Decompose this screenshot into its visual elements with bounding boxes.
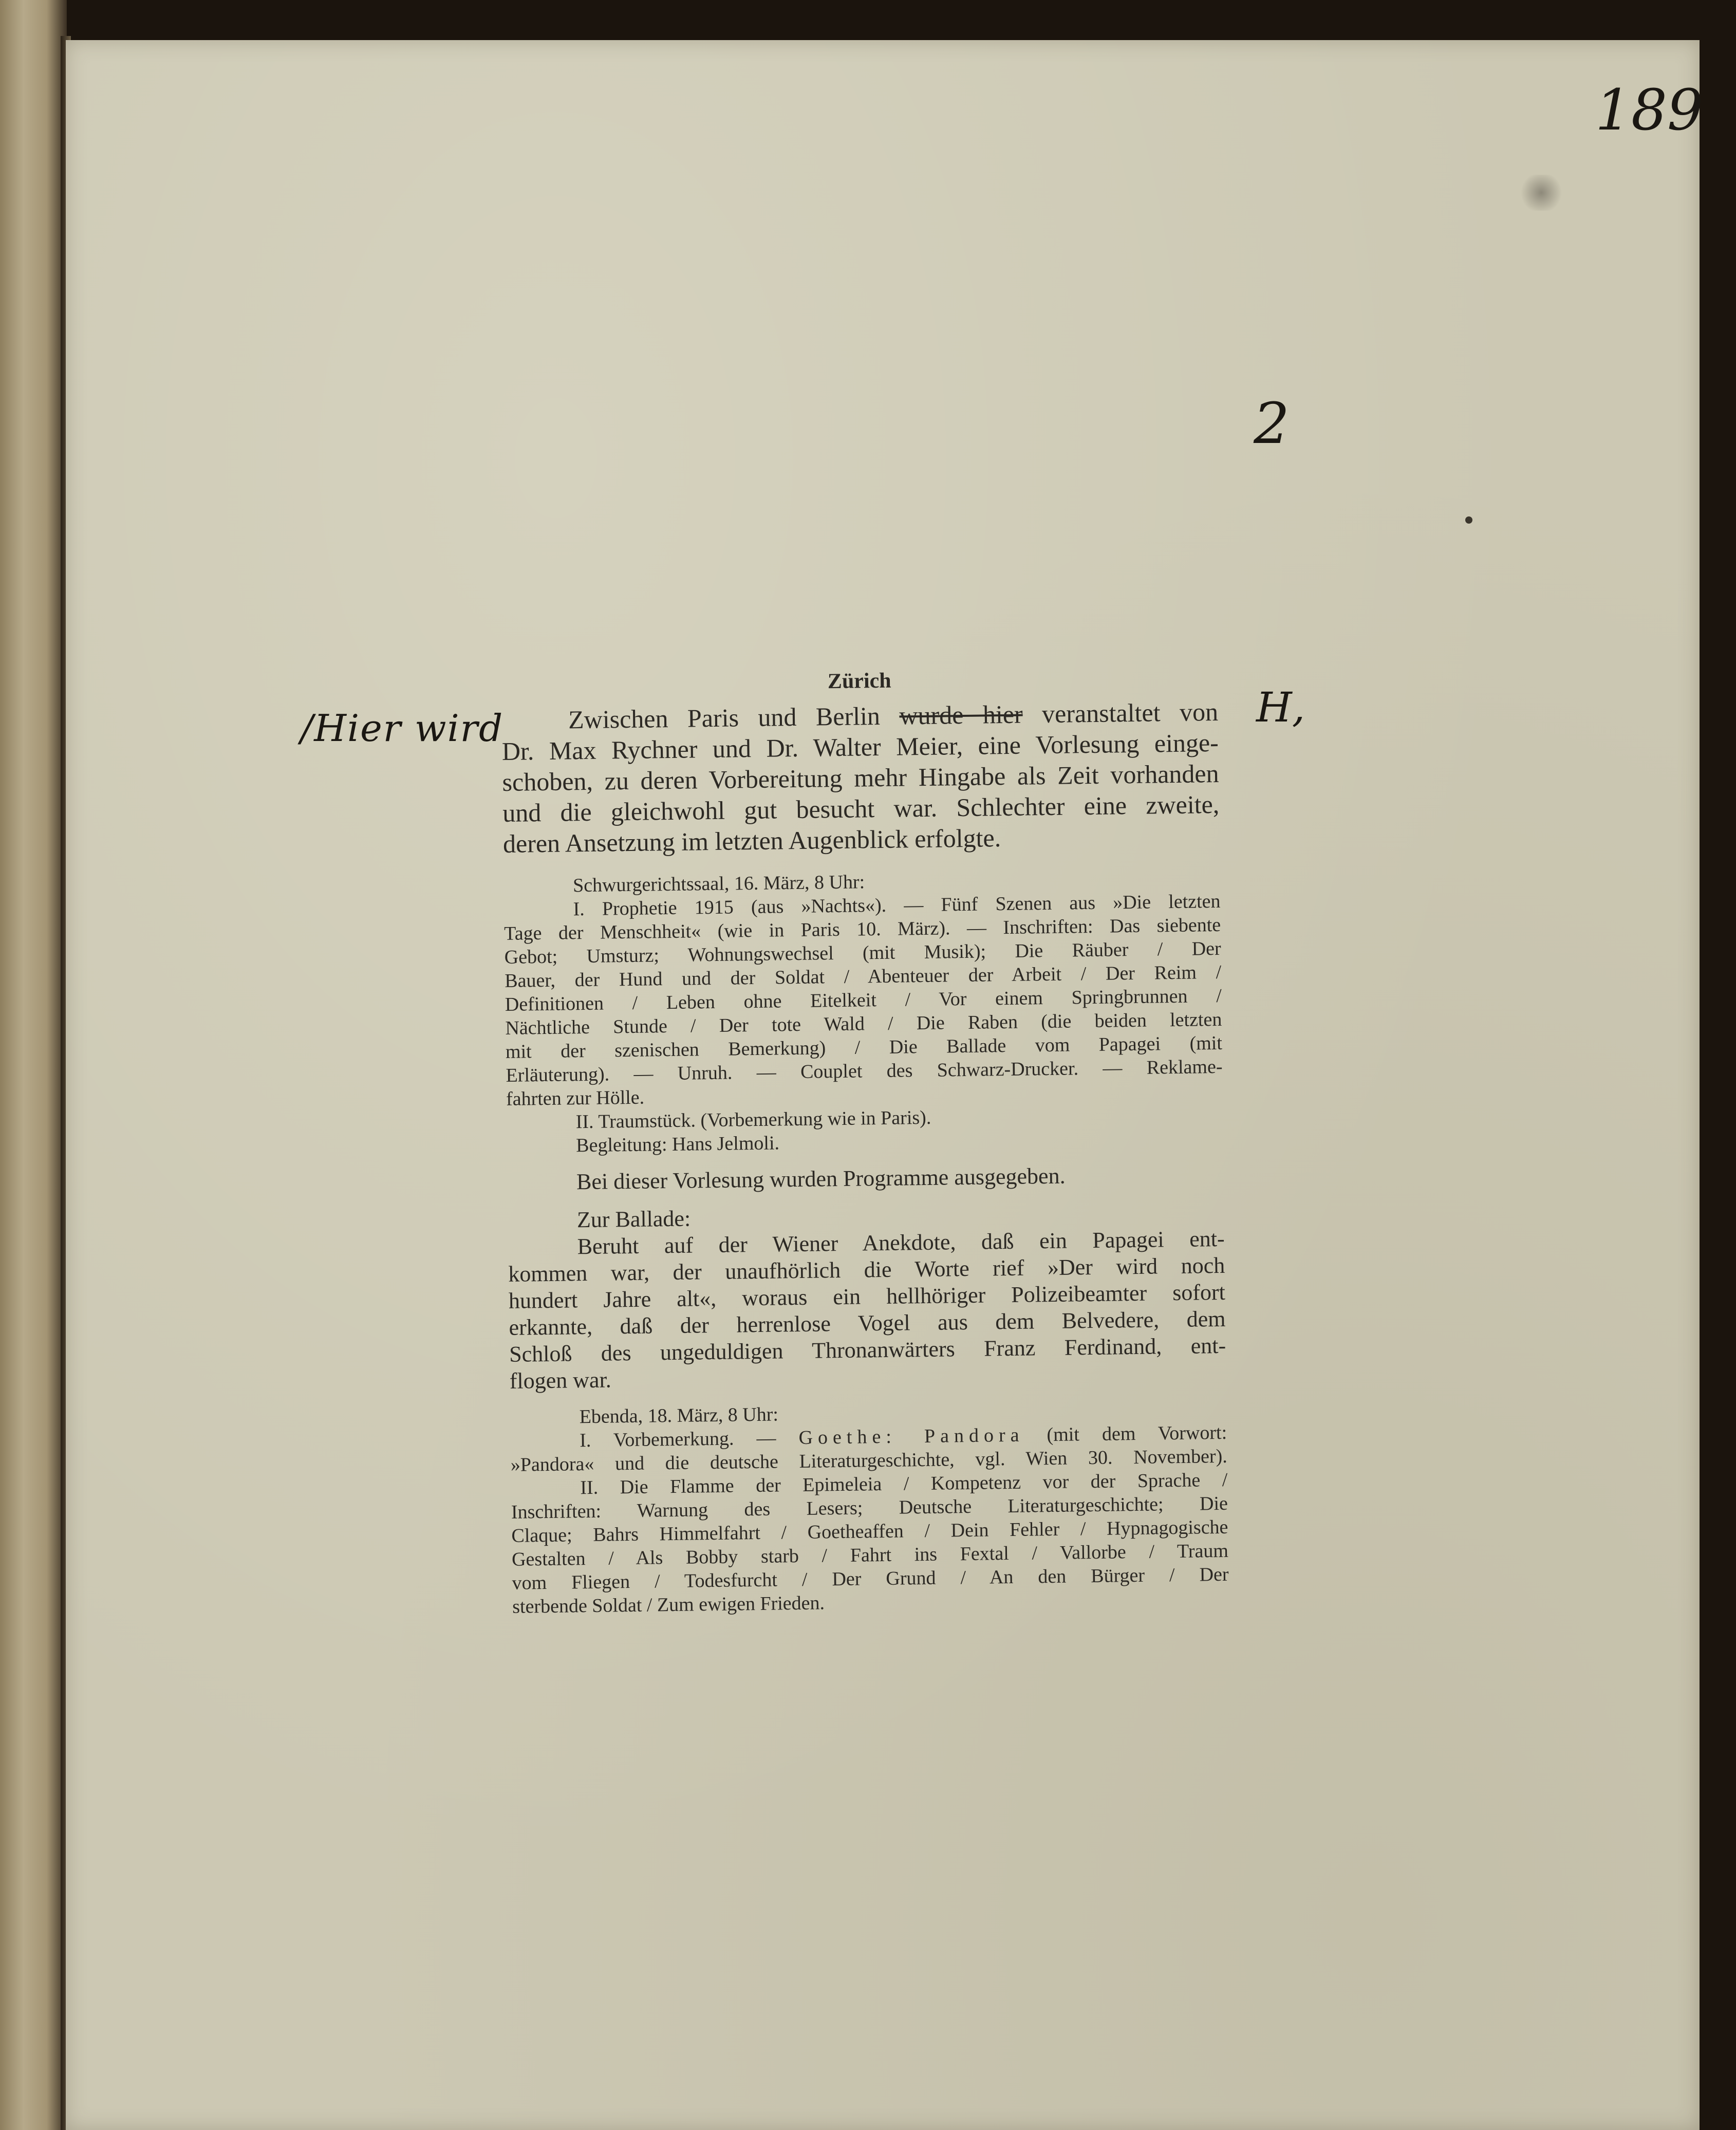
article-text bbox=[501, 664, 1229, 1619]
ballad-line: hundert Jahre alt«, woraus ein hellhöriger Polizeibeamter sofort bbox=[508, 1279, 1226, 1313]
event-1-line: Tage der Menschheit« (wie in Paris 10. März). — Inschriften: Das siebente bbox=[503, 914, 1221, 944]
event-2-line: vom Fliegen / Todesfurcht / Der Grund / An den Bürger / Der bbox=[512, 1563, 1229, 1594]
event-2 bbox=[510, 1397, 1229, 1619]
intro-line: Dr. Max Rychner und Dr. Walter Meier, eine Vorlesung einge- bbox=[501, 728, 1219, 766]
event-2-line: »Pandora« und die deutsche Literaturgeschichte, vgl. Wien 30. November). bbox=[510, 1445, 1227, 1476]
binding-strip bbox=[0, 0, 67, 2130]
programs-note: Bei dieser Vorlesung wurden Programme ausgegeben. bbox=[576, 1163, 1066, 1195]
intro-line-1: Zwischen Paris und Berlin wurde hier veranstaltet von bbox=[568, 697, 1219, 734]
event-1-line: Bauer, der Hund und der Soldat / Abenteuer der Arbeit / Der Reim / bbox=[505, 961, 1222, 992]
event-1-line: Gebot; Umsturz; Wohnungswechsel (mit Musik); Die Räuber / Der bbox=[504, 937, 1221, 968]
event-1-line: Erläuterung). — Unruh. — Couplet des Schwarz-Drucker. — Reklame- bbox=[506, 1055, 1223, 1086]
event-1-part-2: II. Traumstück. (Vorbemerkung wie in Paris). bbox=[575, 1106, 931, 1133]
event-2-line-1: I. Vorbemerkung. — Goethe: Pandora (mit dem Vorwort: bbox=[579, 1421, 1227, 1452]
ballad-heading: Zur Ballade: bbox=[576, 1206, 691, 1233]
ballad-line: Beruht auf der Wiener Anekdote, daß ein Papagei ent- bbox=[577, 1226, 1225, 1260]
ballad-line: kommen war, der unaufhörlich die Worte rief »Der wird noch bbox=[508, 1252, 1225, 1287]
pandora-title: Goethe: Pandora bbox=[798, 1424, 1024, 1449]
event-1-line: mit der szenischen Bemerkung) / Die Ballade vom Papagei (mit bbox=[505, 1032, 1223, 1063]
event-1 bbox=[503, 866, 1224, 1158]
margin-note-left: /Hier wird bbox=[301, 707, 504, 750]
event-1-accompaniment: Begleitung: Hans Jelmoli. bbox=[575, 1132, 780, 1157]
struck-text: wurde hier bbox=[899, 699, 1023, 730]
event-2-line: sterbende Soldat / Zum ewigen Frieden. bbox=[512, 1592, 825, 1618]
intro-line: deren Ansetzung im letzten Augenblick erfolgte. bbox=[502, 823, 1001, 858]
event-1-line: Nächtliche Stunde / Der tote Wald / Die Raben (die beiden letzten bbox=[505, 1008, 1222, 1039]
event-1-line: I. Prophetie 1915 (aus »Nachts«). — Fünf Szenen aus »Die letzten bbox=[573, 890, 1221, 920]
intro-line: schoben, zu deren Vorbereitung mehr Hingabe als Zeit vorhanden bbox=[502, 758, 1219, 797]
article-heading: Zürich bbox=[827, 669, 891, 694]
event-1-heading: Schwurgerichtssaal, 16. März, 8 Uhr: bbox=[572, 871, 865, 897]
ink-stain bbox=[1518, 175, 1564, 211]
programs-and-ballad bbox=[507, 1161, 1226, 1395]
handwritten-numeral: 2 bbox=[1254, 391, 1290, 456]
event-2-line: Gestalten / Als Bobby starb / Fahrt ins Fextal / Vallorbe / Traum bbox=[511, 1540, 1229, 1570]
event-1-line: fahrten zur Hölle. bbox=[506, 1086, 645, 1110]
ballad-line: erkannte, daß der herrenlose Vogel aus dem Belvedere, dem bbox=[509, 1306, 1226, 1340]
ink-dot bbox=[1465, 516, 1472, 524]
folio-number: 189 bbox=[1595, 77, 1703, 143]
ballad-line: flogen war. bbox=[509, 1367, 612, 1394]
intro-line: und die gleichwohl gut besucht war. Schlechter eine zweite, bbox=[502, 789, 1220, 827]
event-2-line: Inschriften: Warnung des Lesers; Deutsche Literaturgeschichte; Die bbox=[511, 1492, 1228, 1523]
ballad-line: Schloß des ungeduldigen Thronanwärters Franz Ferdinand, ent- bbox=[509, 1332, 1226, 1367]
event-1-line: Definitionen / Leben ohne Eitelkeit / Vor einem Springbrunnen / bbox=[505, 985, 1222, 1015]
event-2-line: II. Die Flamme der Epimeleia / Kompetenz vor der Sprache / bbox=[580, 1469, 1228, 1499]
event-2-heading: Ebenda, 18. März, 8 Uhr: bbox=[579, 1403, 779, 1428]
margin-note-right: H, bbox=[1256, 683, 1305, 731]
event-2-line: Claque; Bahrs Himmelfahrt / Goetheaffen / Dein Fehler / Hypnagogische bbox=[511, 1516, 1228, 1547]
intro-paragraph bbox=[501, 696, 1220, 859]
